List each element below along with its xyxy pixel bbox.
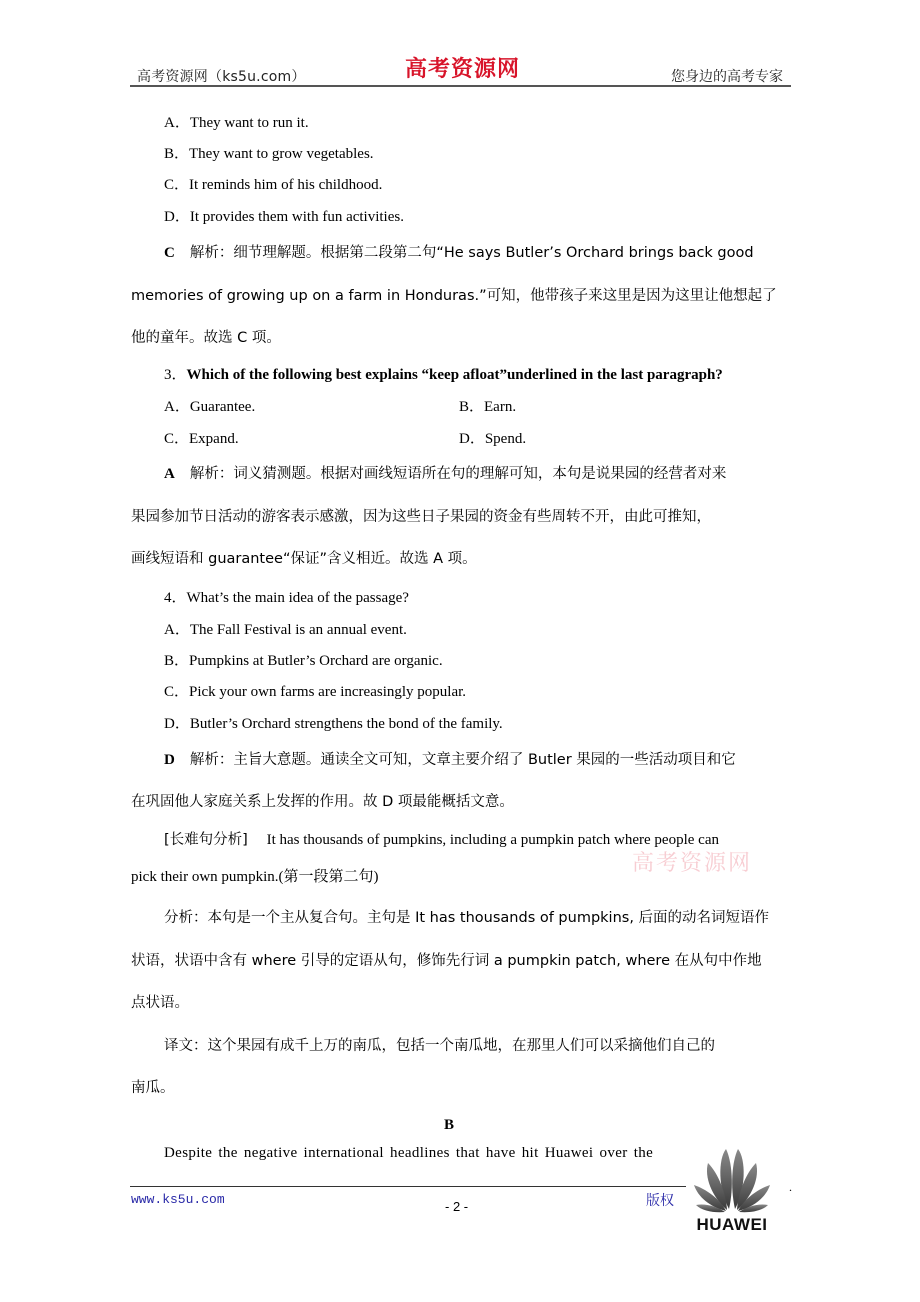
footer-divider [130,1186,686,1187]
q3-analysis-line1: A 解析：词义猜测题。根据对画线短语所在句的理解可知，本句是说果园的经营者对来 [164,466,727,482]
q4-analysis-line1: D 解析：主旨大意题。通读全文可知，文章主要介绍了 Butler 果园的一些活动项目和它 [164,752,736,768]
q3-answer: A [164,466,175,482]
sentence-analysis-line2: pick their own pumpkin.(第一段第二句) [131,869,379,885]
page-number: - 2 - [445,1199,469,1214]
q2-analysis-line1: C 解析：细节理解题。根据第二段第二句“He says Butler’s Orchard brings back good [164,245,754,261]
footer-site-link[interactable]: www.ks5u.com [131,1192,225,1207]
grammar-analysis-line1: 分析：本句是一个主从复合句。主句是 It has thousands of pumpkins, 后面的动名词短语作 [164,910,770,926]
footer-dot: . [789,1180,792,1194]
section-b-heading: B [444,1117,455,1133]
q3-option-b: B．Earn. [459,399,517,415]
q3-option-d: D．Spend. [459,431,527,447]
q4-analysis-line2: 在巩固他人家庭关系上发挥的作用。故 D 项最能概括文意。 [131,794,514,810]
translation-line2: 南瓜。 [131,1080,175,1096]
q4-option-b: B．Pumpkins at Butler’s Orchard are organic. [164,653,443,669]
q2-analysis-line2: memories of growing up on a farm in Honduras.”可知，他带孩子来这里是因为这里让他想起了 [131,288,777,304]
q3-question: 3．Which of the following best explains “keep afloat”underlined in the last paragraph? [164,367,723,383]
q4-option-d: D．Butler’s Orchard strengthens the bond of the family. [164,716,503,732]
q2-option-b: B．They want to grow vegetables. [164,146,374,162]
q2-option-a: A．They want to run it. [164,115,309,131]
header-logo: 高考资源网 [405,56,521,82]
q4-question: 4．What’s the main idea of the passage? [164,590,409,606]
q2-analysis-line3: 他的童年。故选 C 项。 [131,330,281,346]
sentence-analysis-line1: [长难句分析] It has thousands of pumpkins, including a pumpkin patch where people can [164,832,719,848]
q3-analysis-line2: 果园参加节日活动的游客表示感激，因为这些日子果园的资金有些周转不开，由此可推知， [131,509,711,525]
footer-copyright: 版权 [646,1193,674,1209]
q4-option-c: C．Pick your own farms are increasingly popular. [164,684,467,700]
grammar-analysis-line3: 点状语。 [131,995,189,1011]
q4-answer: D [164,752,175,768]
q3-analysis-line3: 画线短语和 guarantee“保证”含义相近。故选 A 项。 [131,551,477,567]
header-divider [130,85,791,87]
q2-answer: C [164,245,175,261]
q3-option-c: C．Expand. [164,431,239,447]
huawei-wordmark: HUAWEI [696,1215,768,1234]
header-slogan: 您身边的高考专家 [671,69,783,85]
grammar-analysis-line2: 状语，状语中含有 where 引导的定语从句，修饰先行词 a pumpkin patch, where 在从句中作地 [131,953,762,969]
translation-line1: 译文：这个果园有成千上万的南瓜，包括一个南瓜地，在那里人们可以采摘他们自己的 [164,1038,715,1054]
q2-option-d: D．It provides them with fun activities. [164,209,404,225]
watermark: 高考资源网 [632,851,753,876]
huawei-petals-icon [688,1145,776,1215]
section-b-first-line: Despite the negative international headlines that have hit Huawei over the [164,1145,654,1161]
huawei-logo [688,1145,776,1235]
q3-option-a: A．Guarantee. [164,399,256,415]
sentence-analysis-label: [长难句分析] [164,832,248,848]
q2-option-c: C．It reminds him of his childhood. [164,177,383,193]
header-site-name: 高考资源网（ks5u.com） [137,69,306,85]
q4-option-a: A．The Fall Festival is an annual event. [164,622,407,638]
